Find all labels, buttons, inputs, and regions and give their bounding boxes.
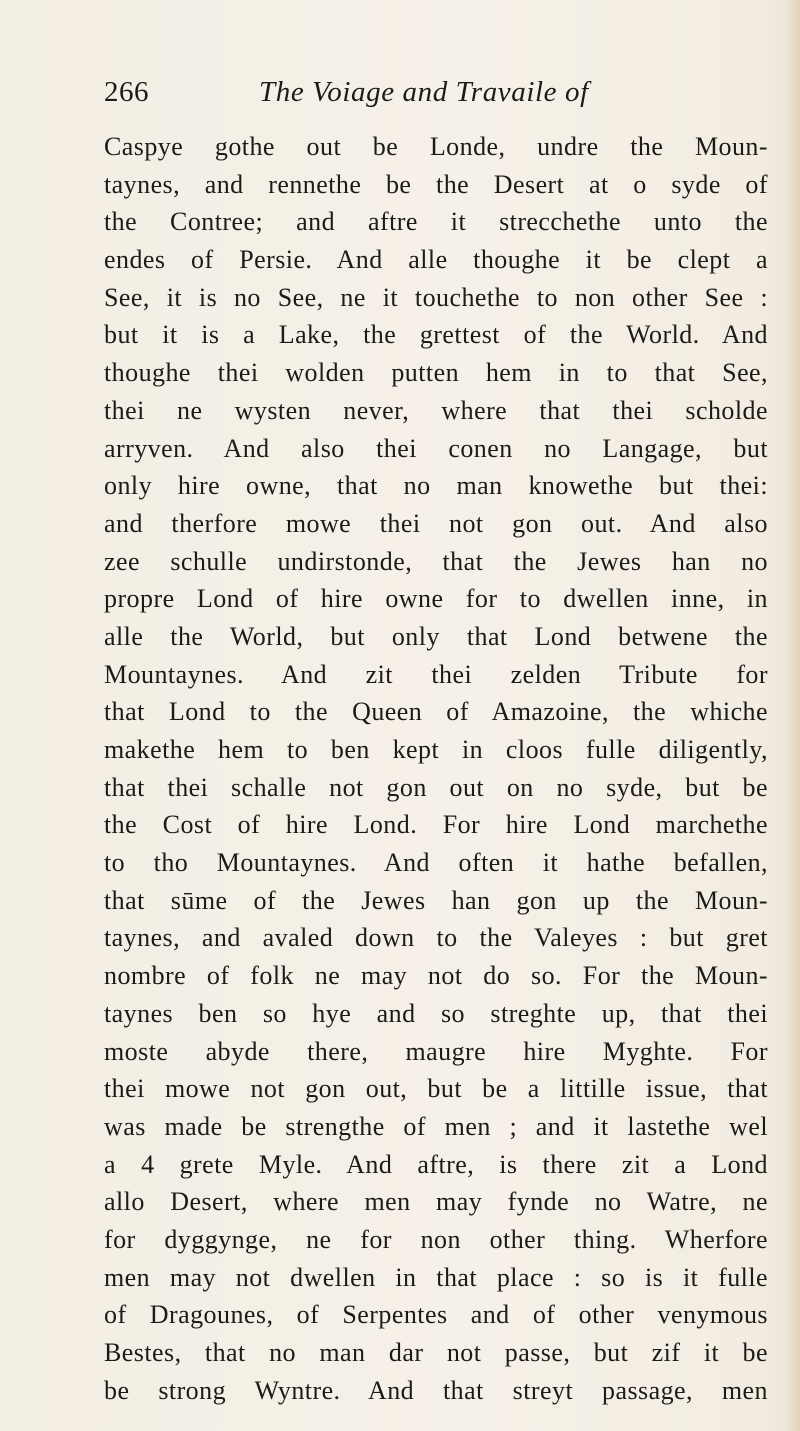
text-line: taynes, and avaled down to the Valeyes : but gret (104, 923, 768, 953)
text-line: taynes ben so hye and so streghte up, that thei (104, 998, 768, 1028)
text-line: that Lond to the Queen of Amazoine, the whiche (104, 697, 768, 727)
text-line: Bestes, that no man dar not passe, but zif it be (104, 1338, 768, 1367)
text-line: men may not dwellen in that place : so is it fulle (104, 1262, 768, 1292)
text-line: the Contree; and aftre it strecchethe unto the (104, 207, 768, 237)
text-line: was made be strengthe of men ; and it lastethe wel (104, 1111, 768, 1141)
text-line: endes of Persie. And alle thoughe it be clept a (104, 245, 768, 275)
text-line: Caspye gothe out be Londe, undre the Moun- (104, 132, 768, 161)
text-line: that sūme of the Jewes han gon up the Moun- (104, 885, 768, 915)
text-line: be strong Wyntre. And that streyt passage, men (104, 1375, 768, 1405)
text-line: moste abyde there, maugre hire Myghte. For (104, 1036, 768, 1066)
text-line: a 4 grete Myle. And aftre, is there zit a Lond (104, 1149, 768, 1179)
text-line: to tho Mountaynes. And often it hathe befallen, (104, 848, 768, 878)
page-header (104, 72, 768, 112)
text-line: nombre of folk ne may not do so. For the Moun- (104, 961, 768, 991)
text-line: the Cost of hire Lond. For hire Lond marchethe (104, 810, 768, 840)
text-line: arryven. And also thei conen no Langage, but (104, 433, 768, 463)
running-head: The Voiage and Travaile of (259, 76, 589, 108)
body-text (104, 128, 768, 1409)
text-line: but it is a Lake, the grettest of the World. And (104, 320, 768, 350)
text-line: of Dragounes, of Serpentes and of other venymous (104, 1300, 768, 1330)
text-line: for dyggynge, ne for non other thing. Wherfore (104, 1224, 768, 1254)
text-line: and therfore mowe thei not gon out. And also (104, 508, 768, 538)
text-line: thoughe thei wolden putten hem in to that See, (104, 358, 768, 388)
text-line: makethe hem to ben kept in cloos fulle diligently, (104, 735, 768, 764)
text-line: only hire owne, that no man knowethe but thei: (104, 471, 768, 501)
text-line: taynes, and rennethe be the Desert at o syde of (104, 169, 768, 199)
text-line: propre Lond of hire owne for to dwellen inne, in (104, 584, 768, 614)
text-line: that thei schalle not gon out on no syde, but be (104, 772, 768, 802)
text-line: allo Desert, where men may fynde no Watre, ne (104, 1187, 768, 1217)
page-number: 266 (104, 76, 149, 108)
text-line: thei mowe not gon out, but be a littille issue, that (104, 1074, 768, 1104)
text-line: See, it is no See, ne it touchethe to non other See : (104, 282, 768, 312)
text-line: zee schulle undirstonde, that the Jewes han no (104, 546, 768, 576)
text-line: Mountaynes. And zit thei zelden Tribute for (104, 659, 768, 689)
text-line: thei ne wysten never, where that thei scholde (104, 395, 768, 425)
text-line: alle the World, but only that Lond betwene the (104, 621, 768, 651)
page-edge-shadow (786, 0, 800, 1431)
